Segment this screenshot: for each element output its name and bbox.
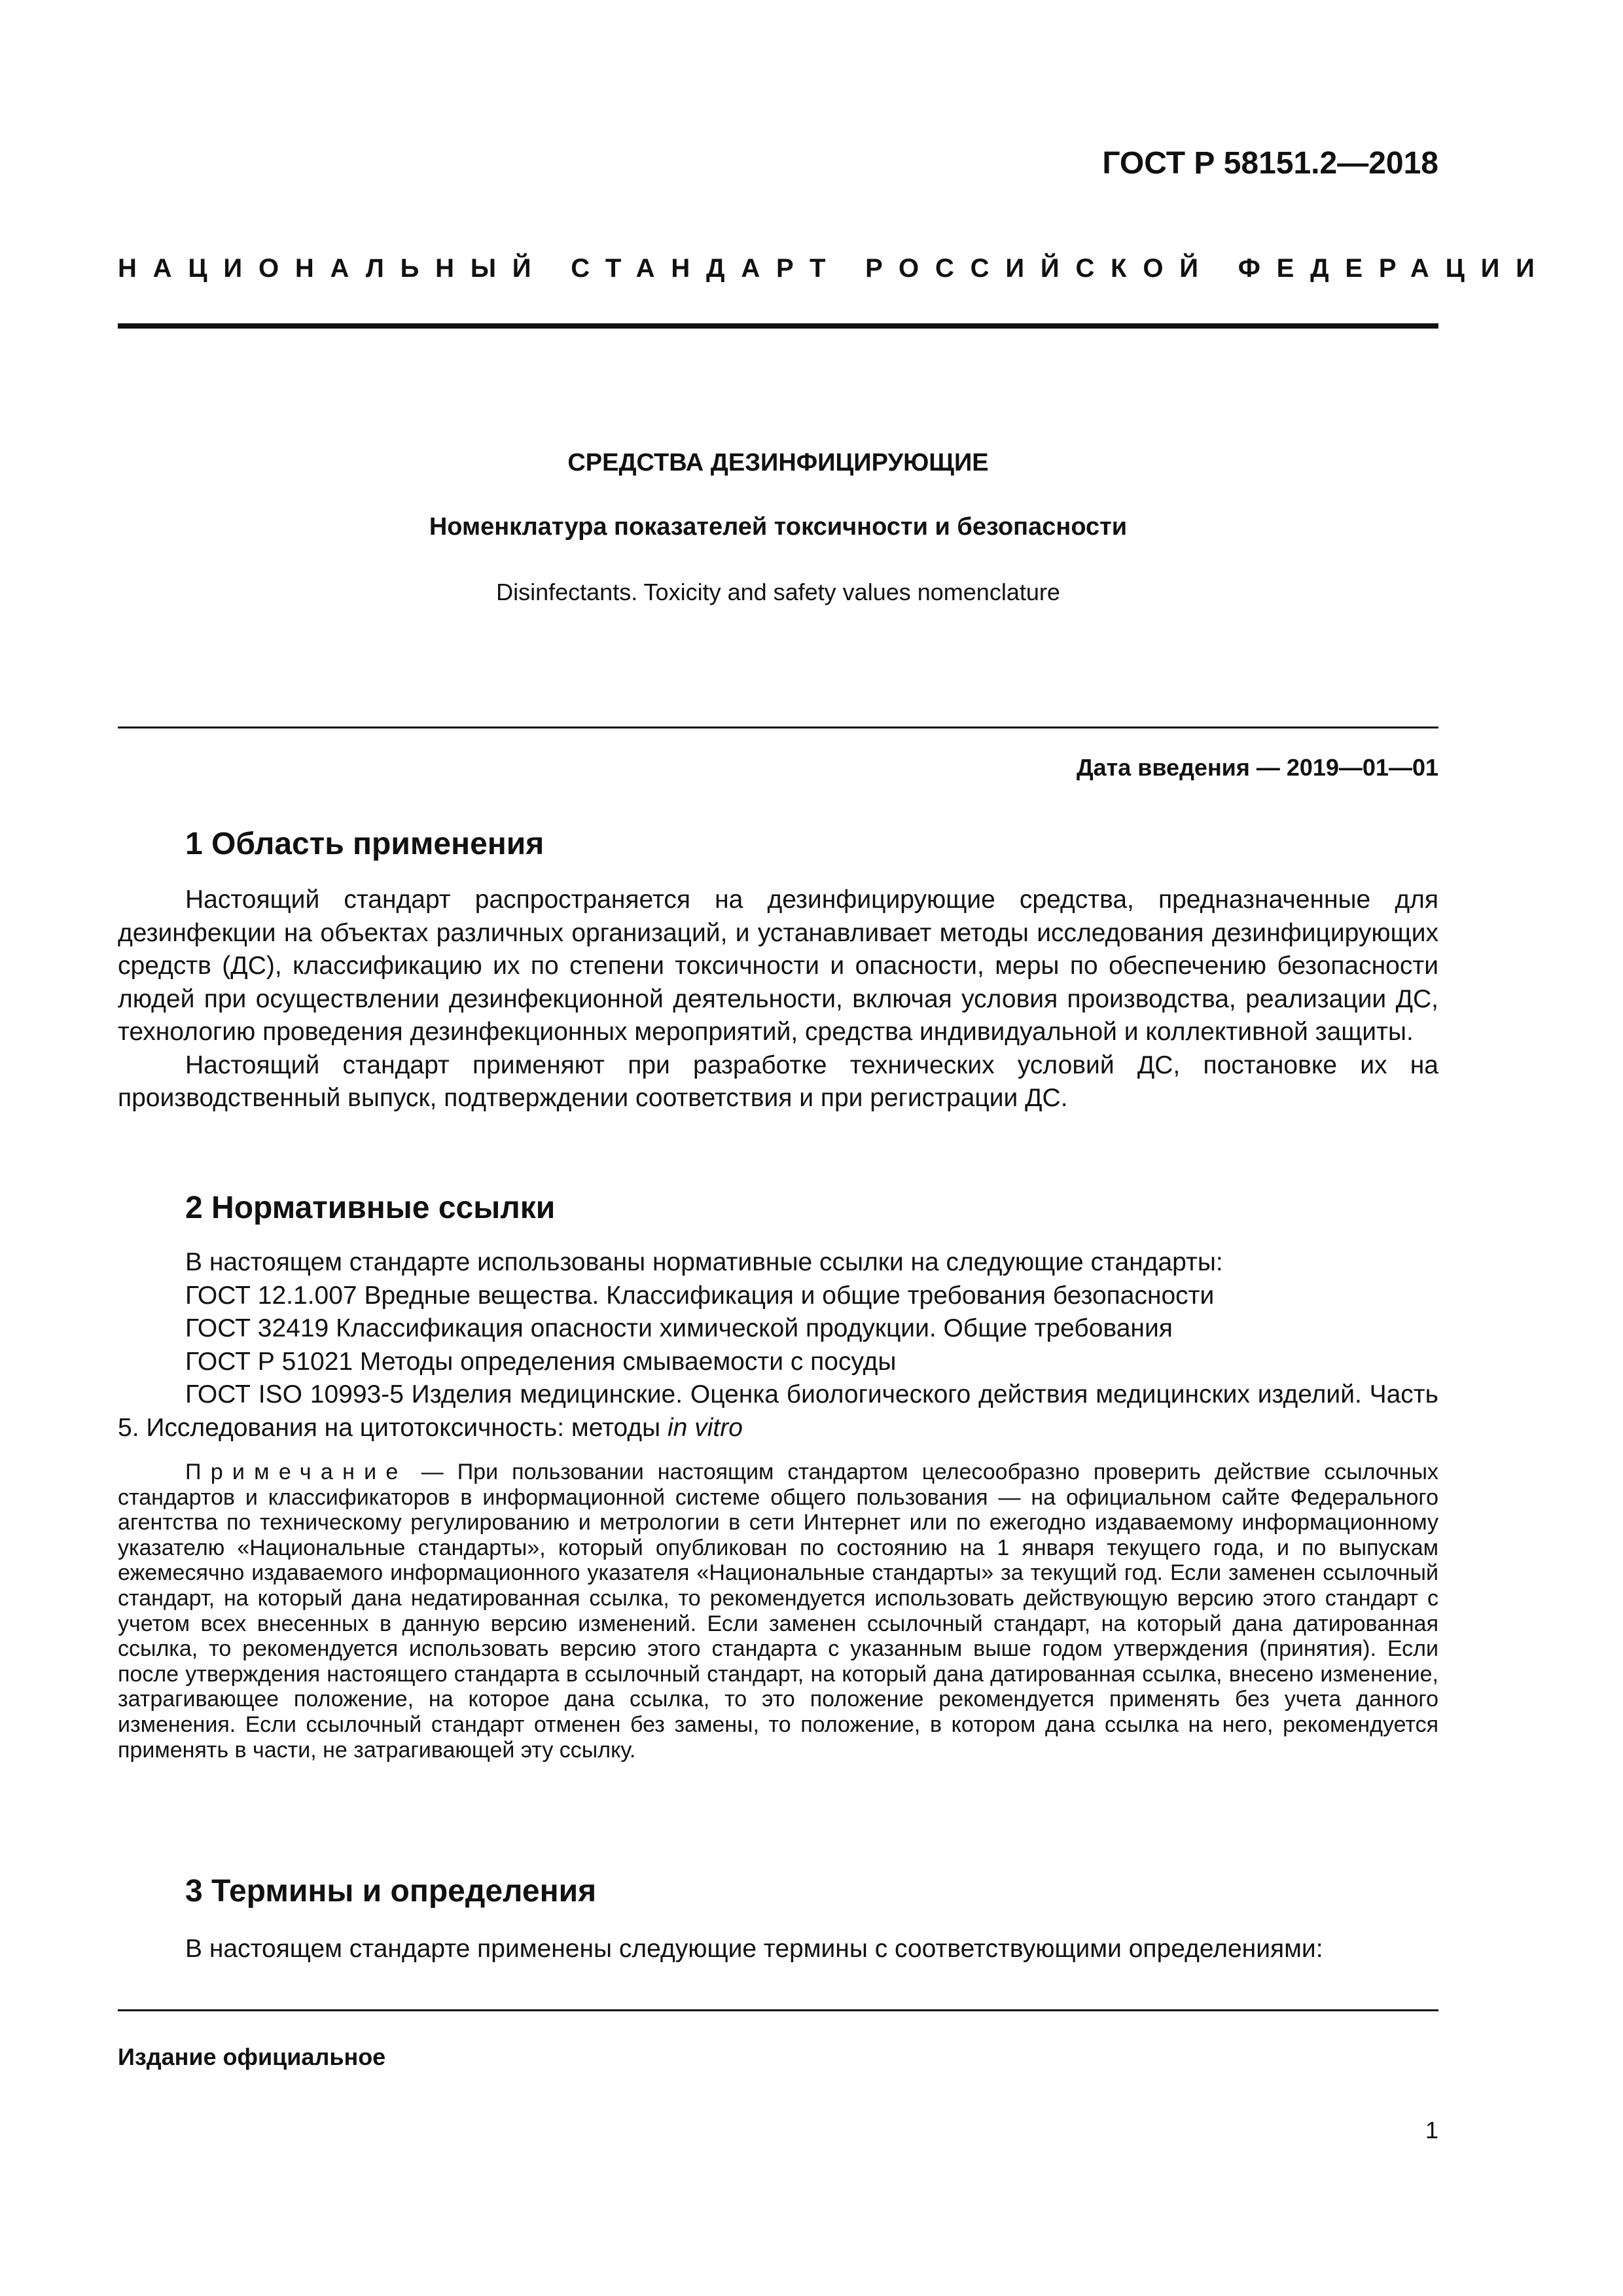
page-number: 1 [1425, 2117, 1438, 2144]
footer-rule [118, 2009, 1438, 2011]
section-1-body [118, 884, 1438, 1115]
reference-item: ГОСТ 32419 Классификация опасности химической продукции. Общие требования [185, 1314, 1173, 1342]
section-3-body [118, 1933, 1438, 1966]
section-1-paragraph-1: Настоящий стандарт распространяется на дезинфицирующие средства, предназначенные для дезинфекции на объектах различных организаций, и устанавливает методы исследования дезинфицирующих средств (ДС), классификацию их по степени токсичности и опасности, меры по обеспечению безопасности людей при осуществлении дезинфекционной деятельности, включая условия производства, реализации ДС, технологию проведения дезинфекционных мероприятий, средства индивидуальной и коллективной защиты. [118, 886, 1438, 1046]
reference-item: ГОСТ 12.1.007 Вредные вещества. Классификация и общие требования безопасности [185, 1281, 1215, 1310]
section-2-body [118, 1246, 1438, 1444]
reference-item: ГОСТ Р 51021 Методы определения смываемости с посуды [185, 1347, 897, 1376]
terms-intro: В настоящем стандарте применены следующие термины с соответствующими определениями: [185, 1935, 1323, 1963]
references-intro: В настоящем стандарте использованы нормативные ссылки на следующие стандарты: [185, 1248, 1223, 1276]
document-code: ГОСТ Р 58151.2—2018 [1102, 146, 1438, 181]
note-text: — При пользовании настоящим стандартом целесообразно проверить действие ссылочных стандартов и классификаторов в информационной системе общего пользования — на официальном сайте Федерального агентства по техническому регулированию и метрологии в сети Интернет или по ежегодно издаваемому информационному указателю «Национальные стандарты», который опубликован по состоянию на 1 января текущего года, и по выпускам ежемесячно издаваемого информационного указателя «Национальные стандарты» за текущий год. Если заменен ссылочный стандарт, на который дана недатированная ссылка, то рекомендуется использовать действующую версию этого стандарт с учетом всех внесенных в данную версию изменений. Если заменен ссылочный стандарт, на который дана датированная ссылка, то рекомендуется использовать версию этого стандарта с указанным выше годом утверждения (принятия). Если после утверждения настоящего стандарта в ссылочный стандарт, на который дана датированная ссылка, внесено изменение, затрагивающее положение, на которое дана ссылка, то это положение рекомендуется применять без учета данного изменения. Если ссылочный стандарт отменен без замены, то положение, в котором дана ссылка на него, рекомендуется применять в части, не затрагивающей эту ссылку. [118, 1460, 1438, 1763]
section-1-paragraph-2: Настоящий стандарт применяют при разработке технических условий ДС, постановке их на производственный выпуск, подтверждении соответствия и при регистрации ДС. [118, 1050, 1438, 1112]
section-2-heading: 2 Нормативные ссылки [185, 1191, 556, 1225]
introduction-date: Дата введения — 2019—01—01 [1076, 754, 1438, 781]
document-subtitle: Номенклатура показателей токсичности и безопасности [429, 513, 1128, 541]
references-note [118, 1460, 1438, 1763]
header-rule [118, 323, 1438, 329]
document-title-english: Disinfectants. Toxicity and safety values nomenclature [496, 579, 1060, 605]
reference-item [118, 1378, 1438, 1444]
reference-4-italic: in vitro [668, 1413, 743, 1442]
title-rule [118, 726, 1438, 728]
national-standard-banner: НАЦИОНАЛЬНЫЙ СТАНДАРТ РОССИЙСКОЙ ФЕДЕРАЦИИ [118, 254, 1551, 283]
section-3-heading: 3 Термины и определения [185, 1874, 597, 1909]
note-paragraph [118, 1460, 1438, 1763]
reference-4-text: ГОСТ ISO 10993-5 Изделия медицинские. Оценка биологического действия медицинских изделий. Часть 5. Исследования на цитотоксичность: методы [118, 1380, 1438, 1442]
document-title: СРЕДСТВА ДЕЗИНФИЦИРУЮЩИЕ [567, 449, 989, 476]
official-edition-label: Издание официальное [118, 2043, 386, 2070]
section-1-heading: 1 Область применения [185, 827, 544, 861]
note-label: Примечание [185, 1460, 408, 1484]
